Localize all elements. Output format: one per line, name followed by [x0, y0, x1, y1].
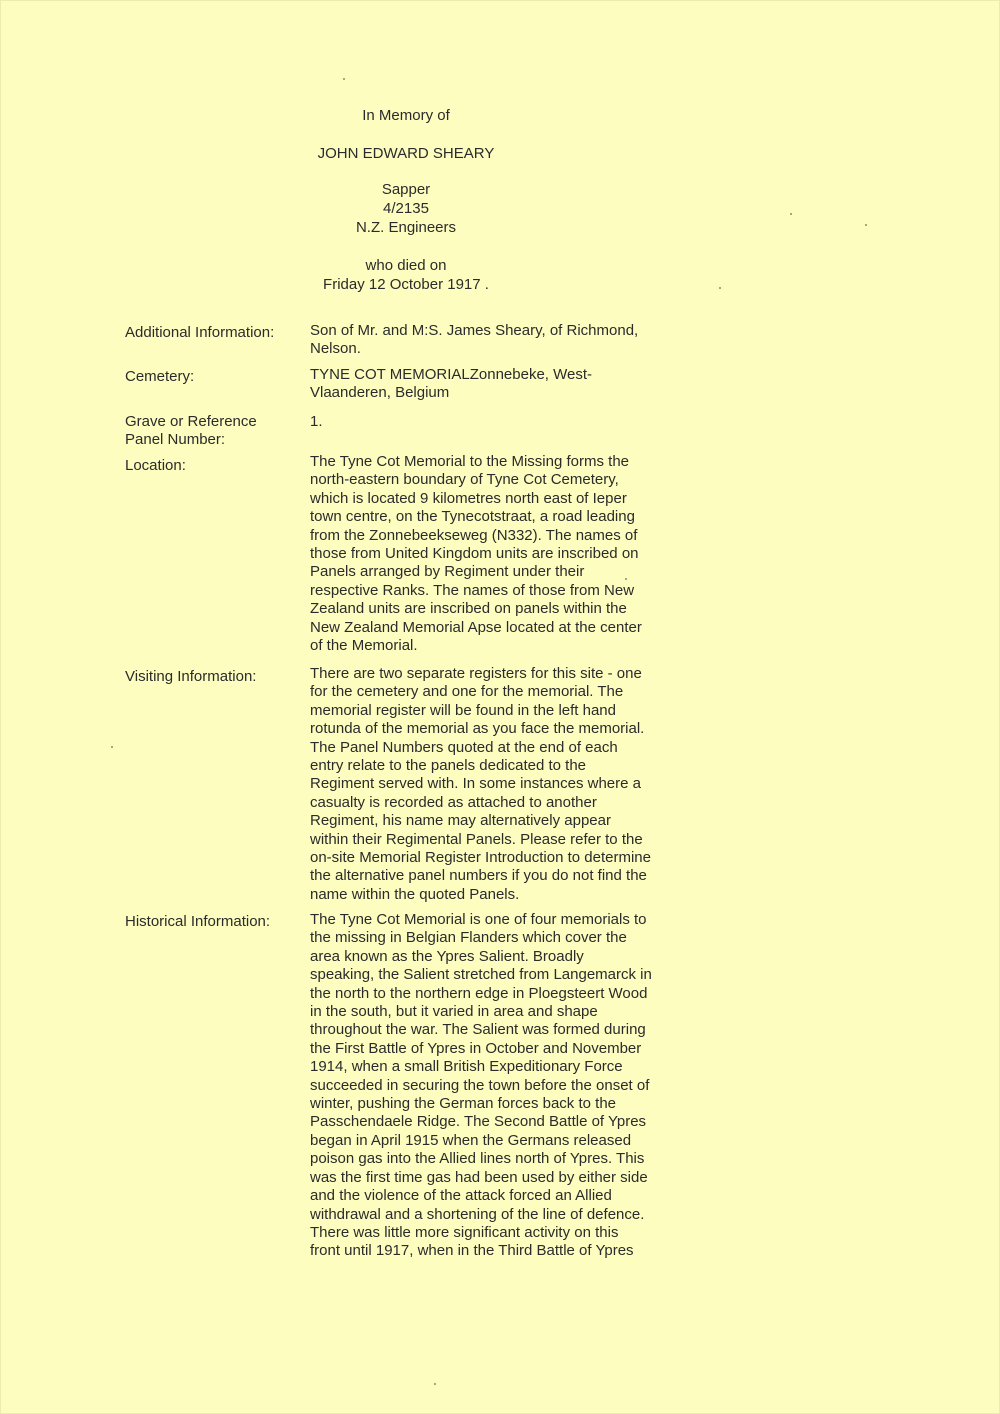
historical-info-value: [310, 911, 690, 1261]
visiting-info-value: [310, 665, 690, 904]
historical-info-line: area known as the Ypres Salient. Broadly: [310, 947, 584, 965]
grave-reference-line: 1.: [310, 413, 323, 430]
location-line: north-eastern boundary of Tyne Cot Cemetery,: [310, 471, 619, 489]
historical-info-line: The Tyne Cot Memorial is one of four memorials to: [310, 911, 647, 928]
historical-info-line: 1914, when a small British Expeditionary Force: [310, 1058, 623, 1076]
location-line: The Tyne Cot Memorial to the Missing forms the: [310, 453, 630, 470]
scan-speck: [434, 1383, 436, 1385]
scan-speck: [343, 78, 345, 80]
historical-info-line: in the south, but it varied in area and shape: [310, 1003, 598, 1021]
casualty-name: JOHN EDWARD SHEARY: [317, 145, 495, 162]
historical-info-line: speaking, the Salient stretched from Langemarck in: [310, 966, 652, 984]
date-of-death: Friday 12 October 1917 .: [323, 276, 489, 293]
additional-info-line: Son of Mr. and M:S. James Sheary, of Richmond,: [310, 322, 639, 339]
location-line: those from United Kingdom units are inscribed on: [310, 545, 639, 563]
visiting-info-line: on-site Memorial Register Introduction to determine: [310, 849, 651, 867]
grave-reference-label-line: Grave or Reference: [125, 413, 257, 430]
visiting-info-line: the alternative panel numbers if you do not find the: [310, 867, 647, 885]
cemetery-line: Vlaanderen, Belgium: [310, 384, 450, 402]
casualty-unit: N.Z. Engineers: [355, 219, 457, 236]
visiting-info-line: entry relate to the panels dedicated to the: [310, 757, 587, 775]
historical-info-line: the north to the northern edge in Ploegsteert Wood: [310, 984, 648, 1002]
visiting-info-line: Regiment served with. In some instances where a: [310, 775, 641, 793]
scan-speck: [865, 224, 867, 226]
historical-info-line: poison gas into the Allied lines north of Ypres. This: [310, 1150, 645, 1168]
additional-info-value: [310, 322, 690, 359]
location-line: from the Zonnebeekseweg (N332). The names of: [310, 526, 638, 544]
historical-info-line: the missing in Belgian Flanders which cover the: [310, 929, 627, 947]
cemetery-value: [310, 366, 690, 403]
who-died-on-text: who died on: [365, 257, 447, 274]
additional-info-line: Nelson.: [310, 340, 361, 358]
historical-info-line: winter, pushing the German forces back to the: [310, 1095, 616, 1113]
visiting-info-line: Regiment, his name may alternatively appear: [310, 812, 611, 830]
in-memory-heading: In Memory of: [362, 107, 450, 124]
grave-reference-label-line: Panel Number:: [125, 431, 226, 449]
historical-info-line: Passchendaele Ridge. The Second Battle of Ypres: [310, 1113, 647, 1131]
historical-info-line: front until 1917, when in the Third Battle of Ypres: [310, 1242, 634, 1260]
cemetery-label: Cemetery:: [125, 368, 195, 385]
grave-reference-label: [125, 413, 305, 450]
scan-speck: [111, 746, 113, 748]
visiting-info-label: Visiting Information:: [125, 668, 257, 685]
cemetery-line: TYNE COT MEMORIALZonnebeke, West-: [310, 366, 593, 383]
scan-speck: [625, 578, 627, 580]
visiting-info-line: rotunda of the memorial as you face the memorial.: [310, 720, 645, 738]
location-label: Location:: [125, 457, 186, 474]
historical-info-line: began in April 1915 when the Germans released: [310, 1131, 632, 1149]
historical-info-line: There was little more significant activity on this: [310, 1223, 619, 1241]
visiting-info-line: memorial register will be found in the left hand: [310, 701, 616, 719]
scan-speck: [790, 213, 792, 215]
location-line: Panels arranged by Regiment under their: [310, 563, 585, 581]
additional-info-label: Additional Information:: [125, 324, 275, 341]
historical-info-line: throughout the war. The Salient was formed during: [310, 1021, 646, 1039]
location-line: town centre, on the Tynecotstraat, a road leading: [310, 508, 635, 526]
visiting-info-line: casualty is recorded as attached to another: [310, 793, 597, 811]
service-number: 4/2135: [383, 200, 429, 217]
visiting-info-line: for the cemetery and one for the memorial. The: [310, 683, 624, 701]
historical-info-line: and the violence of the attack forced an Allied: [310, 1187, 612, 1205]
historical-info-line: succeeded in securing the town before the onset of: [310, 1076, 650, 1094]
historical-info-line: withdrawal and a shortening of the line of defence.: [310, 1205, 645, 1223]
historical-info-line: the First Battle of Ypres in October and November: [310, 1039, 642, 1057]
scan-speck: [719, 287, 721, 289]
location-line: respective Ranks. The names of those from New: [310, 581, 635, 599]
visiting-info-line: name within the quoted Panels.: [310, 885, 520, 903]
location-line: New Zealand Memorial Apse located at the center: [310, 618, 642, 636]
visiting-info-line: There are two separate registers for this site - one: [310, 665, 642, 682]
location-value: [310, 453, 690, 655]
location-line: Zealand units are inscribed on panels within the: [310, 600, 627, 618]
casualty-rank: Sapper: [381, 181, 431, 198]
visiting-info-line: The Panel Numbers quoted at the end of each: [310, 738, 618, 756]
location-line: which is located 9 kilometres north east of Ieper: [310, 489, 627, 507]
historical-info-label: Historical Information:: [125, 913, 271, 930]
location-line: of the Memorial.: [310, 637, 418, 655]
visiting-info-line: within their Regimental Panels. Please refer to the: [310, 830, 643, 848]
historical-info-line: was the first time gas had been used by either side: [310, 1168, 648, 1186]
grave-reference-value: [310, 413, 690, 431]
